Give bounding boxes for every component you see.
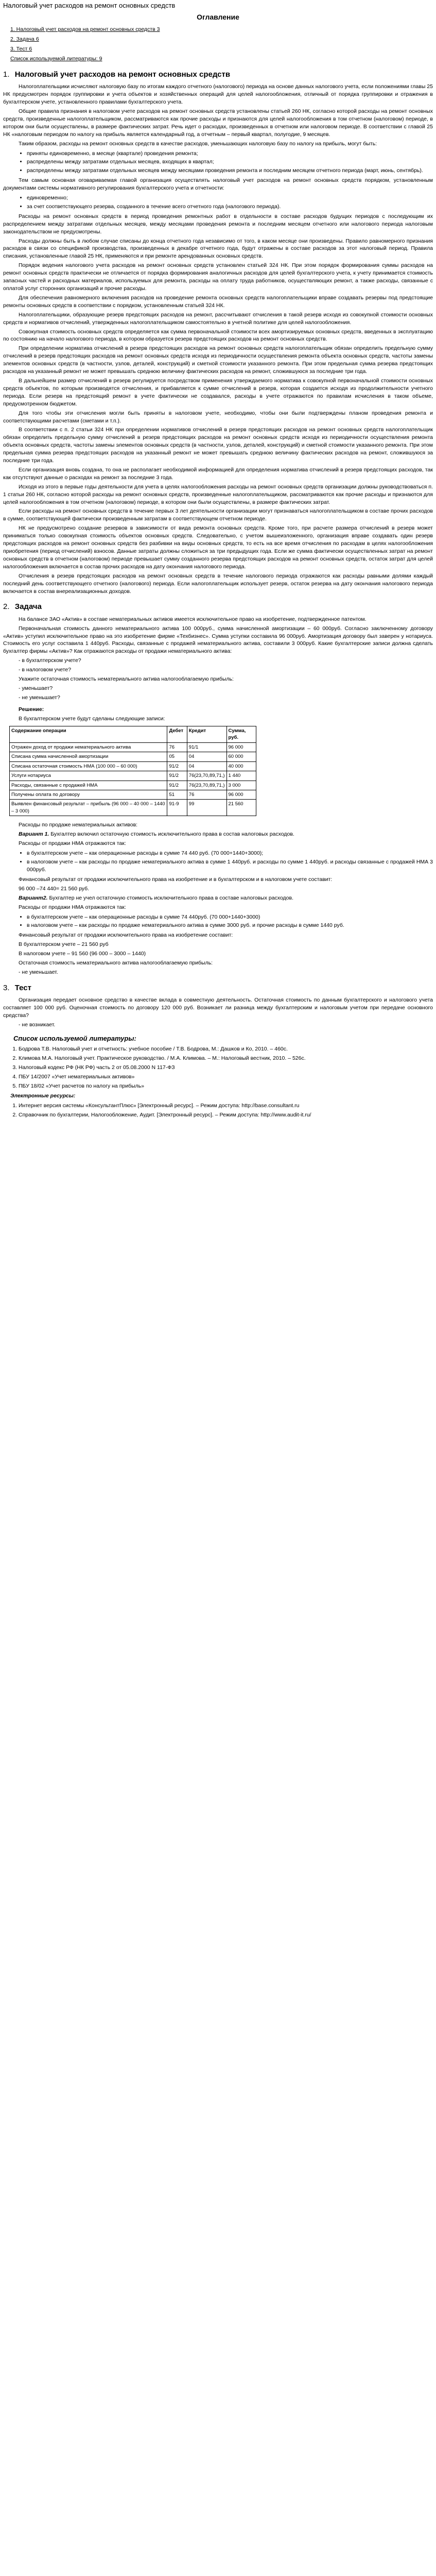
s1-paragraph: Налогоплательщики, образующие резерв предстоящих расходов на ремонт, рассчитывают отчисления в такой резерв исходя из совокупной стоимости основных средств и нормативов отчислений, утвержденных налогоплательщиком самостоятельно в учетной политике для целей налогообложения.	[3, 311, 433, 326]
s1-paragraph: Отчисления в резерв предстоящих расходов на ремонт основных средств в течение налогового периода отражаются как расходы равными долями каждый последний день соответствующего отчетного (налогового) периода. Если налогоплательщик использует резерв, остаток резерва на дату окончания налогового периода включается в состав внереализационных доходов.	[3, 572, 433, 595]
table-row	[10, 781, 256, 790]
table-cell: 91/2	[167, 781, 187, 790]
variant1-label: Вариант 1.	[19, 831, 49, 838]
table-cell: 05	[167, 752, 187, 761]
table-cell: 76(23,70,89,71,)	[187, 771, 226, 781]
s1-paragraph: Для обеспечения равномерного включения расходов на проведение ремонта основных средств налогоплательщики вправе создавать резервы под предстоящие ремонты основных средств в соответствии с порядком, установленным статьей 324 НК.	[3, 294, 433, 309]
table-row	[10, 752, 256, 761]
table-header: Содержание операции	[10, 726, 167, 742]
table-cell: 96 000	[226, 790, 256, 800]
s1-list-1	[3, 150, 433, 175]
list-item: • распределены между затратами отдельных месяцев, входящих в квартал;	[27, 158, 433, 166]
table-cell: 40 000	[226, 761, 256, 771]
toc-title: Оглавление	[197, 13, 239, 22]
s2-paragraph: Финансовый результат от продажи исключительного права на изобретение и в бухгалтерском и в налоговом учете составит:	[19, 876, 333, 883]
section3-heading	[3, 982, 433, 993]
operations-table	[9, 726, 256, 817]
s1-paragraph: В дальнейшем размер отчислений в резерв регулируется посредством применения утверждаемого норматива к совокупной первоначальной стоимости основных средств объектов, по которым производятся отчисления, и прибавляется к сумме отчислений в резерв, которая создается исходя из продолжительности учетного периода. Если резерв на предстоящий ремонт в учете фактически не создавался, расходы в учете отражаются по правилам исчисления в таком объеме, предусмотренном бюджетом.	[3, 377, 433, 407]
table-cell: 51	[167, 790, 187, 800]
s1-paragraph: При определении норматива отчислений в резерв предстоящих расходов на ремонт основных средств налогоплательщик обязан определить предельную сумму отчислений в резерв предстоящих расходов на ремонт основных средств исходя из периодичности осуществления ремонта объекта основных средств, частоты замены элементов основных средств (в частности, узлов, деталей, конструкций) и сметной стоимости указанного ремонта. При этом предельная сумма резерва предстоящих расходов на указанный ремонт не может превышать среднюю величину фактических расходов на ремонт, сложившуюся за последние три года.	[3, 345, 433, 375]
eresources-list	[3, 1102, 433, 1119]
table-header: Кредит	[187, 726, 226, 742]
s2-paragraph: На балансе ЗАО «Актив» в составе нематериальных активов имеется исключительное право на изобретение, подтвержденное патентом.	[19, 616, 367, 622]
table-cell: 91/2	[167, 771, 187, 781]
table-row	[10, 790, 256, 800]
table-cell: 91-9	[167, 800, 187, 816]
list-item: • распределены между затратами отдельных месяцев между месяцами проведения ремонта и последним месяцем отчетного периода (март, июнь, сентябрь).	[27, 167, 433, 175]
reference-item: 4. ПБУ 14/2007 «Учет нематериальных активов»	[19, 1073, 433, 1081]
toc-item-4[interactable]: Список используемой литературы: 9	[10, 56, 102, 62]
table-header-row	[10, 726, 256, 742]
s1-paragraph: Порядок ведения налогового учета расходов на ремонт основных средств установлен статьей 324 НК. При этом порядок формирования суммы расходов на ремонт основных средств практически не отличается от порядка формирования аналогичных расходов для целей бухгалтерского учета, к учету принимается стоимость запасных частей и расходных материалов, используемых для ремонта, расходы на оплату труда работников, осуществляющих ремонт, а также расходы, связанные с оплатой услуг сторонних организаций и прочие расходы.	[3, 262, 433, 292]
table-cell: 76(23,70,89,71,)	[187, 781, 226, 790]
list-item: • в бухгалтерском учете – как операционные расходы в сумме 74 440руб. (70 000+1440+3000)	[27, 913, 433, 921]
toc-item-2[interactable]: 2. Задача 6	[10, 36, 39, 43]
answer-line: - не возникает.	[19, 1021, 56, 1028]
list-item: • приняты единовременно, в месяце (квартале) проведения ремонта;	[27, 150, 433, 158]
variant1-list	[3, 850, 433, 874]
list-item: • единовременно;	[27, 194, 433, 202]
calculation-line: В налоговом учете – 91 560 (96 000 – 3000 – 1440)	[19, 951, 146, 957]
s1-paragraph: Расходы на ремонт основных средств в период проведения ремонтных работ в отдельности в составе расходов будущих периодов с последующим их распределением между затратами отдельных месяцев, между месяцами проведения ремонта и последним месяцем отчетного или налогового периода налоговым законодательством не предусмотрены.	[3, 213, 433, 235]
question-line: - в налоговом учете?	[19, 667, 72, 673]
s2-paragraph: Расходы от продажи НМА отражаются так:	[19, 840, 126, 847]
s1-paragraph: В соответствии с п. 2 статьи 324 НК при определении нормативов отчислений в резерв предстоящих расходов на ремонт основных средств налогоплательщик обязан определить предельную сумму отчислений в резерв предстоящих расходов на ремонт основных средств исходя из периодичности осуществления ремонта объекта основных средств, частоты замены элементов основных средств (в частности, узлов, деталей, конструкций) и сметной стоимости указанного ремонта. При этом предельная сумма резерва предстоящих расходов на указанный ремонт не может превышать среднюю величину фактических расходов на ремонт, сложившуюся за последние три года.	[3, 427, 433, 464]
solution-label: Решение:	[19, 706, 44, 713]
s1-paragraph: Совокупная стоимость основных средств определяется как сумма первоначальной стоимости всех амортизируемых основных средств, введенных в эксплуатацию по состоянию на начало налогового периода, в котором образуется резерв предстоящих расходов на ремонт основных средств.	[3, 328, 433, 343]
table-cell: Отражен доход от продажи нематериального актива	[10, 742, 167, 752]
section1-title: Налоговый учет расходов на ремонт основных средств	[14, 70, 231, 79]
table-cell: 76	[187, 790, 226, 800]
table-cell: Выявлен финансовый результат – прибыль (96 000 – 40 000 – 1440 – 3 000)	[10, 800, 167, 816]
table-cell: Получены оплата по договору	[10, 790, 167, 800]
reference-item: 1. Бодрова Т.В. Налоговый учет и отчетность: учебное пособие / Т.В. Бодрова, М.: Дашков и Ко, 2010. – 460с.	[19, 1045, 433, 1053]
table-cell: 91/2	[167, 761, 187, 771]
list-item: • за счет соответствующего резерва, созданного в течение всего отчетного года (налогового периода).	[27, 203, 433, 211]
eresources-title: Электронные ресурсы:	[10, 1092, 76, 1099]
table-cell: 04	[187, 752, 226, 761]
list-item: • в бухгалтерском учете – как операционные расходы в сумме 74 440 руб. (70 000+1440+3000);	[27, 850, 433, 857]
s1-paragraph: Исходя из этого в первые годы деятельности для учета в целях налогообложения расходы на ремонт основных средств организации должны руководствоваться п. 1 статьи 260 НК, согласно которой расходы на ремонт основных средств, произведенные налогоплательщиком, рассматриваются как прочие расходы и признаются для целей налогообложения в том отчетном (налоговом) периоде, в котором они были осуществлены, в размере фактических затрат.	[3, 483, 433, 505]
table-cell: 21 560	[226, 800, 256, 816]
calculation-line: 96 000 –74 440= 21 560 руб.	[19, 885, 90, 892]
s1-list-2	[3, 194, 433, 211]
table-cell: Списана сумма начисленной амортизации	[10, 752, 167, 761]
table-header: Дебет	[167, 726, 187, 742]
table-cell: 96 000	[226, 742, 256, 752]
reference-item: 5. ПБУ 18/02 «Учет расчетов по налогу на прибыль»	[19, 1082, 433, 1090]
table-cell: 04	[187, 761, 226, 771]
s1-paragraph: Общие правила признания в налоговом учете расходов на ремонт основных средств установлены статьей 260 НК, согласно которой расходы на ремонт основных средств, произведенные налогоплательщиком, рассматриваются как прочие расходы и признаются для целей налогообложения в том отчетном (налоговом) периоде, в котором они были осуществлены, в размере фактических затрат. Речь идет о расходах, произведенных в отчетном или налоговом периоде. В соответствии с главой 25 НК «налоговым периодом по налогу на прибыль является календарный год, а отчетным – первый квартал, полугодие, 9 месяцев.	[3, 108, 433, 138]
eresource-item[interactable]: 2. Справочник по бухгалтерии, Налогообложение, Аудит. [Электронный ресурс]. – Режим доступа: http://www.audit-it.ru/	[19, 1111, 433, 1119]
table-cell: Списана остаточная стоимость НМА (100 000 – 60 000)	[10, 761, 167, 771]
section3-title: Тест	[14, 983, 31, 992]
table-row	[10, 761, 256, 771]
table-cell: Расходы, связанные с продажей НМА	[10, 781, 167, 790]
question-line: - в бухгалтерском учете?	[19, 657, 81, 664]
variant1-paragraph	[3, 831, 433, 838]
s1-paragraph: Налогоплательщики исчисляют налоговую базу по итогам каждого отчетного (налогового) периода на основе данных налогового учета, если положениями главы 25 НК предусмотрен порядок группировки и учета объектов и хозяйственных операций для целей налогообложения, отличный от порядка группировки и отражения в бухгалтерском учете, установленного правилами бухгалтерского учета.	[3, 83, 433, 106]
question-line: - не уменьшает?	[19, 694, 60, 701]
toc-item-3[interactable]: 3. Тест 6	[10, 46, 32, 53]
reference-item: 3. Налоговый кодекс РФ (НК РФ) часть 2 от 05.08.2000 N 117-ФЗ	[19, 1064, 433, 1072]
question-line: - уменьшает?	[19, 685, 53, 691]
section2-title: Задача	[14, 602, 42, 612]
toc-item-1[interactable]: 1. Налоговый учет расходов на ремонт основных средств 3	[10, 26, 160, 33]
table-cell: 99	[187, 800, 226, 816]
section2-number: 2.	[3, 602, 10, 612]
section2-heading	[3, 601, 433, 612]
document-page	[0, 0, 436, 1131]
s1-paragraph: Таким образом, расходы на ремонт основных средств в качестве расходов, уменьшающих налоговую базу по налогу на прибыль, могут быть:	[19, 140, 377, 147]
table-cell: Услуги нотариуса	[10, 771, 167, 781]
calculation-line: В бухгалтерском учете – 21 560 руб	[19, 941, 109, 948]
s1-paragraph: Расходы должны быть в любом случае списаны до конца отчетного года независимо от того, в каком месяце они произведены. Правило равномерного признания расходов в связи со спецификой производства, произведенных в декабре отчетного года, будут отражены в составе расходов за этот налоговый период. Правила списания, установленные главой 25 НК, применяются и при ремонте арендованных основных средств.	[3, 238, 433, 260]
variant2-paragraph	[3, 894, 433, 902]
variant2-list	[3, 913, 433, 930]
s2-paragraph: Расходы от продажи НМА отражаются так:	[19, 904, 126, 910]
table-row	[10, 771, 256, 781]
section3-number: 3.	[3, 983, 10, 992]
s3-paragraph: Организация передает основное средство в качестве вклада в совместную деятельность. Остаточная стоимость по данным бухгалтерского и налогового учета составляет 100 000 руб. Оценочная стоимость по договору 120 000 руб. Возникает ли разница между бухгалтерским и налоговым учетом при передаче основного средства?	[3, 997, 433, 1019]
reference-item: 2. Климова М.А. Налоговый учет. Практическое руководство. / М.А. Климова. – М.: Налоговый вестник, 2010. – 526с.	[19, 1055, 433, 1062]
table-cell: 91/1	[187, 742, 226, 752]
list-item: • в налоговом учете – как расходы по продаже нематериального актива в сумме 3000 руб. и прочие расходы в сумме 1440 руб.	[27, 922, 433, 929]
eresource-item[interactable]: 1. Интернет версия системы «КонсультантПлюс» [Электронный ресурс]. – Режим доступа: http://base.consultant.ru	[19, 1102, 433, 1110]
answer-line: - не уменьшает.	[19, 969, 58, 975]
s2-paragraph: Первоначальная стоимость данного нематериального актива 100 000руб., сумма начисленной амортизации – 60 000руб. Согласно заключенному договору «Актив» уступил исключительное право на это изобретение фирме «Техбизнес». Сумма уступки составила 96 000руб. Амортизация договору был заверен у нотариуса. Стоимость его услуг составила 1 440руб. Расходы, связанные с продажей нематериального актива, составили 3 000руб. Какие бухгалтерские записи должна сделать бухгалтер фирмы «Актив»? Как отражаются расходы от продажи нематериального актива:	[3, 625, 433, 655]
s2-paragraph: Укажите остаточная стоимость нематериального актива налогооблагаемую прибыль:	[19, 676, 234, 683]
s2-paragraph: Расходы по продаже нематериальных активов:	[19, 822, 138, 828]
section1-heading	[3, 69, 433, 80]
s2-paragraph: Остаточная стоимость нематериального актива налогооблагаемую прибыль:	[19, 960, 213, 967]
table-row	[10, 742, 256, 752]
variant2-text: Бухгалтер не учел остаточную стоимость исключительного права в составе налоговых расходов.	[47, 894, 293, 901]
references-title: Список используемой литературы:	[13, 1034, 136, 1042]
table-cell: 1 440	[226, 771, 256, 781]
s1-paragraph: Если расходы на ремонт основных средств в течение первых 3 лет деятельности организации могут признаваться налогоплательщиком в составе прочих расходов в сумме, соответствующей фактически произведенным затратам в соответствующем отчетном периоде.	[3, 508, 433, 522]
table-header: Сумма, руб.	[226, 726, 256, 742]
document-title: Налоговый учет расходов на ремонт основных средств	[3, 2, 176, 9]
s2-paragraph: В бухгалтерском учете будут сделаны следующие записи:	[19, 715, 165, 722]
table-cell: 3 000	[226, 781, 256, 790]
list-item: • в налоговом учете – как расходы по продаже нематериального актива в сумме 1 440руб. и расходы по сумме 1 440руб. и расходы связанные с продажей НМА 3 000руб.	[27, 858, 433, 874]
section1-number: 1.	[3, 70, 10, 79]
table-cell: 60 000	[226, 752, 256, 761]
table-cell: 76	[167, 742, 187, 752]
references-list	[3, 1045, 433, 1090]
s1-paragraph: Для того чтобы эти отчисления могли быть приняты в налоговом учете, необходимо, чтобы они были подтверждены планом проведения ремонта и соответствующими расчетами (сметами и т.п.).	[3, 410, 433, 424]
variant1-text: Бухгалтер включил остаточную стоимость исключительного права в состав налоговых расходов.	[49, 831, 294, 838]
s1-paragraph: НК не предусмотрено создание резервов в зависимости от вида ремонта основных средств. Кроме того, при расчете размера отчислений в резерв может приниматься только совокупная стоимость объектов основных средств. Следовательно, с учетом вышеизложенного, организация вправе создавать один резерв предстоящих расходов на ремонт основных средств без разбивки на виды основных средств, то есть на все время отчисления по расходам в целях налогообложения приобретения (период отчислений) взносов. Данные затраты должны сложиться за три предыдущих года. Если же сумма фактически осуществленных затрат на ремонт основных средств в отчетном (налоговом) периоде превышает сумму созданного резерва предстоящих расходов на ремонт основных средств, остаток затрат для целей налогообложения включается в состав прочих расходов на дату окончания налогового периода.	[3, 525, 433, 570]
s1-paragraph: Если организация вновь создана, то она не располагает необходимой информацией для определения норматива отчислений в резерв предстоящих расходов, так как отсутствуют данные о расходах на ремонт за последние 3 года.	[3, 466, 433, 481]
table-row	[10, 800, 256, 816]
s1-paragraph: Тем самым основная оговариваемая главой организация осуществлять налоговый учет расходов на ремонт основных средств порядком, установленным документами системы нормативного регулирования бухгалтерского учета и отчетности:	[3, 177, 433, 192]
variant2-label: Вариант2.	[19, 894, 48, 901]
s2-paragraph: Финансовый результат от продажи исключительного права на изобретение составит:	[19, 932, 233, 939]
